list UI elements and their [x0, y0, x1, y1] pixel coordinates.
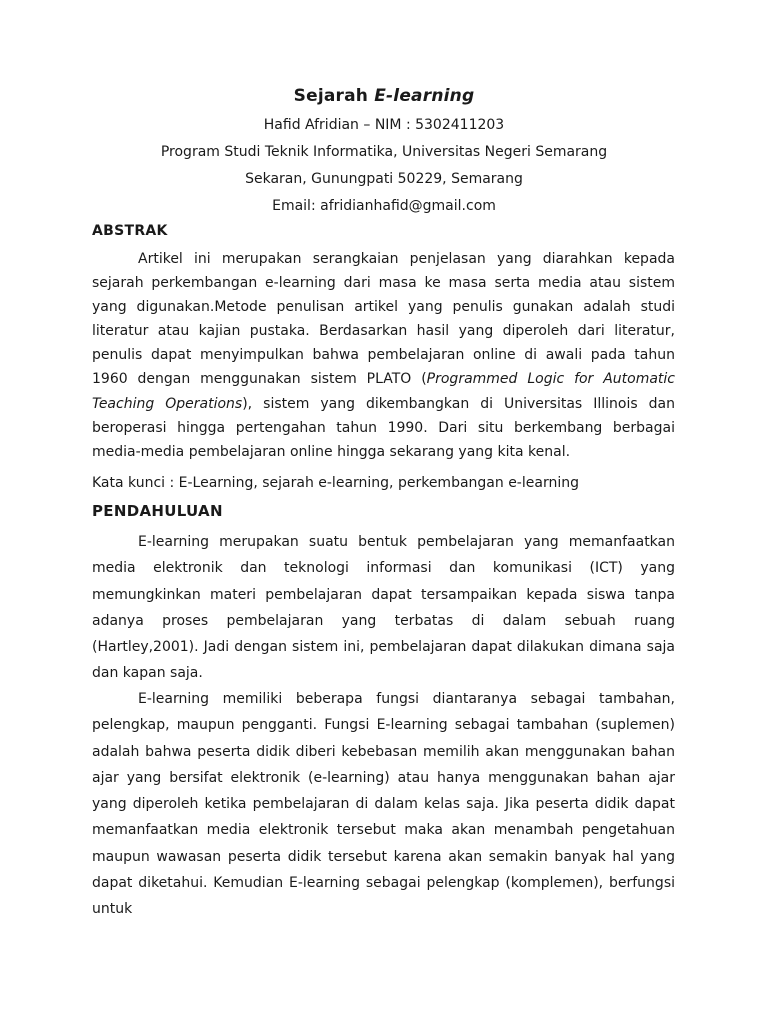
- introduction-heading: PENDAHULUAN: [92, 502, 223, 520]
- abstract-paragraph: [92, 247, 675, 464]
- title-emphasis: E-learning: [374, 86, 475, 106]
- title-prefix: Sejarah: [293, 86, 375, 106]
- author-line: Hafid Afridian – NIM : 5302411203: [263, 117, 505, 133]
- address-line: Sekaran, Gunungpati 50229, Semarang: [245, 171, 523, 187]
- introduction-paragraph-1: E-learning merupakan suatu bentuk pembelajaran yang memanfaatkan media elektronik dan teknologi informasi dan komunikasi (ICT) yang memungkinkan materi pembelajaran dapat tersampaikan kepada siswa tanpa adanya proses pembelajaran yang terbatas di dalam sebuah ruang (Hartley,2001). Jadi dengan sistem ini, pembelajaran dapat dilakukan dimana saja dan kapan saja.: [92, 534, 675, 682]
- page-title: [0, 86, 768, 106]
- abstract-text-italic: Programmed Logic for Automatic Teaching Operations: [92, 371, 676, 412]
- affiliation-line: Program Studi Teknik Informatika, Universitas Negeri Semarang: [160, 144, 608, 160]
- keywords-line: Kata kunci : E-Learning, sejarah e-learning, perkembangan e-learning: [92, 475, 579, 491]
- introduction-paragraph-2: E-learning memiliki beberapa fungsi diantaranya sebagai tambahan, pelengkap, maupun pengganti. Fungsi E-learning sebagai tambahan (suplemen) adalah bahwa peserta didik diberi kebebasan memilih akan menggunakan bahan ajar yang bersifat elektronik (e-learning) atau hanya menggunakan bahan ajar yang diperoleh ketika pembelajaran di dalam kelas saja. Jika peserta didik dapat memanfaatkan media elektronik tersebut maka akan menambah pengetahuan maupun wawasan peserta didik tersebut karena akan semakin banyak hal yang dapat diketahui. Kemudian E-learning sebagai pelengkap (komplemen), berfungsi untuk: [92, 691, 675, 918]
- abstract-text-before: Artikel ini merupakan serangkaian penjelasan yang diarahkan kepada sejarah perkembangan e-learning dari masa ke masa serta media atau sistem yang digunakan.Metode penulisan artikel yang penulis gunakan adalah studi literatur atau kajian pustaka. Berdasarkan hasil yang diperoleh dari literatur, penulis dapat menyimpulkan bahwa pembelajaran online di awali pada tahun 1960 dengan menggunakan sistem PLATO (: [92, 251, 675, 388]
- abstract-text-after: ), sistem yang dikembangkan di Universitas Illinois dan beroperasi hingga pertengahan tahun 1990. Dari situ berkembang berbagai media-media pembelajaran online hingga sekarang yang kita kenal.: [92, 395, 675, 460]
- abstract-heading: ABSTRAK: [92, 223, 168, 239]
- email-line: Email: afridianhafid@gmail.com: [272, 198, 496, 214]
